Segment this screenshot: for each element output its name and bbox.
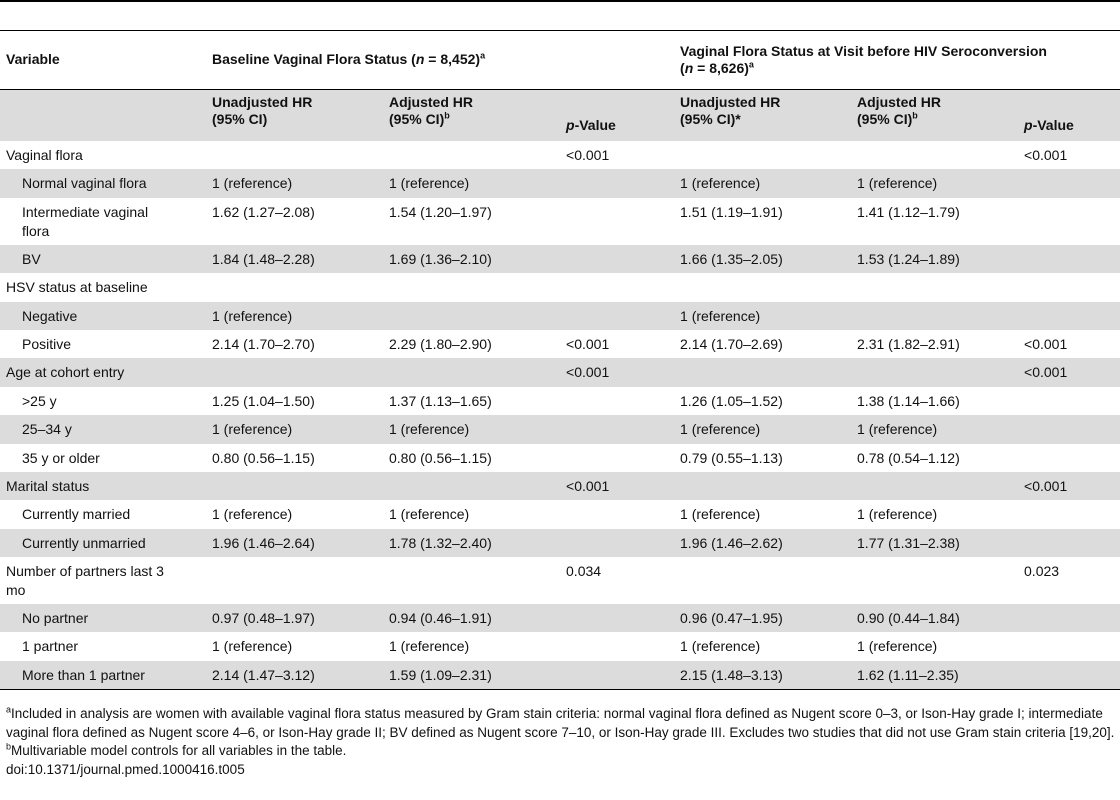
cell-adjusted-seroconversion xyxy=(857,472,1024,500)
row-label: HSV status at baseline xyxy=(6,279,148,296)
row-label: 25–34 y xyxy=(0,415,212,443)
cell-pvalue-seroconversion xyxy=(1024,169,1120,197)
cell-adjusted-baseline: 1 (reference) xyxy=(389,415,566,443)
row-label: Positive xyxy=(22,335,72,352)
col-unadjusted-baseline: Unadjusted HR (95% CI) xyxy=(212,89,389,141)
header-group-seroconversion: Vaginal Flora Status at Visit before HIV Seroconversion (n = 8,626)$^a$ xyxy=(680,42,1047,76)
cell-unadjusted-seroconversion: 1 (reference) xyxy=(680,169,857,197)
table-row xyxy=(0,245,1120,273)
cell-adjusted-seroconversion xyxy=(857,302,1024,330)
row-label: Number of partners last 3 mo xyxy=(6,563,164,599)
footnote-a: $^a$Included in analysis are women with available vaginal flora status measured by Gram stain criteria: normal vaginal flora defined as Nugent score 0–3, or Ison-Hay grade I; intermediate vaginal flora defined as Nugent score 4–6, or Ison-Hay grade II; BV defined as Nugent score 7–10, or Ison-Hay grade III. Excludes two studies that did not use Gram stain criteria [19,20]. xyxy=(6,704,1115,740)
cell-adjusted-baseline xyxy=(389,472,566,500)
cell-pvalue-baseline xyxy=(566,415,680,443)
cell-adjusted-baseline xyxy=(389,273,566,301)
row-label: Marital status xyxy=(0,472,212,500)
cell-unadjusted-seroconversion xyxy=(680,273,857,301)
cell-unadjusted-seroconversion: 1 (reference) xyxy=(680,415,857,443)
row-label: Currently married xyxy=(22,506,131,523)
row-label: More than 1 partner xyxy=(0,661,212,689)
cell-pvalue-baseline xyxy=(566,661,680,689)
cell-adjusted-seroconversion xyxy=(857,557,1024,604)
table-row xyxy=(0,169,1120,197)
cell-pvalue-seroconversion xyxy=(1024,302,1120,330)
header-variable: Variable xyxy=(6,51,60,68)
cell-adjusted-baseline: 1.78 (1.32–2.40) xyxy=(389,529,566,557)
cell-adjusted-seroconversion xyxy=(857,273,1024,301)
cell-adjusted-baseline: 1.37 (1.13–1.65) xyxy=(389,392,492,409)
cell-unadjusted-baseline: 0.80 (0.56–1.15) xyxy=(212,449,315,466)
cell-pvalue-baseline xyxy=(566,169,680,197)
cell-adjusted-seroconversion: 0.78 (0.54–1.12) xyxy=(857,449,960,466)
cell-unadjusted-baseline xyxy=(212,358,389,386)
cell-unadjusted-seroconversion xyxy=(680,472,857,500)
table-row xyxy=(0,557,1120,604)
cell-unadjusted-baseline: 2.14 (1.47–3.12) xyxy=(212,661,389,689)
cell-adjusted-baseline: 1 (reference) xyxy=(389,638,470,655)
cell-adjusted-seroconversion: 1.41 (1.12–1.79) xyxy=(857,203,960,220)
row-label: Vaginal flora xyxy=(6,147,83,163)
cell-pvalue-seroconversion xyxy=(1024,632,1120,660)
row-label: Age at cohort entry xyxy=(0,358,212,386)
cell-adjusted-seroconversion: 1 (reference) xyxy=(857,169,1024,197)
cell-adjusted-seroconversion: 1 (reference) xyxy=(857,506,938,523)
table-row xyxy=(0,604,1120,632)
table-row xyxy=(0,330,1120,358)
cell-unadjusted-baseline: 2.14 (1.70–2.70) xyxy=(212,335,315,352)
cell-pvalue-seroconversion: <0.001 xyxy=(1024,147,1068,163)
cell-pvalue-baseline xyxy=(566,632,680,660)
cell-adjusted-seroconversion: 0.90 (0.44–1.84) xyxy=(857,604,1024,632)
table-row xyxy=(0,358,1120,386)
cell-adjusted-seroconversion xyxy=(857,358,1024,386)
cell-unadjusted-seroconversion xyxy=(680,358,857,386)
cell-pvalue-baseline xyxy=(566,302,680,330)
cell-unadjusted-seroconversion: 2.15 (1.48–3.13) xyxy=(680,661,857,689)
cell-pvalue-baseline xyxy=(566,387,680,415)
hazard-ratio-table xyxy=(0,31,1120,690)
cell-adjusted-seroconversion xyxy=(857,141,1024,169)
col-adjusted-baseline: Adjusted HR (95% CI)$^b$ xyxy=(389,89,566,141)
cell-unadjusted-seroconversion: 1.96 (1.46–2.62) xyxy=(680,529,857,557)
cell-unadjusted-baseline xyxy=(212,472,389,500)
cell-unadjusted-seroconversion: 1.51 (1.19–1.91) xyxy=(680,203,783,220)
cell-adjusted-baseline xyxy=(389,358,566,386)
table-row xyxy=(0,472,1120,500)
col-adjusted-seroconversion: Adjusted HR (95% CI)$^b$ xyxy=(857,89,1024,141)
cell-pvalue-seroconversion xyxy=(1024,273,1120,301)
col-unadjusted-seroconversion: Unadjusted HR (95% CI)* xyxy=(680,89,857,141)
cell-adjusted-baseline: 1 (reference) xyxy=(389,506,470,523)
cell-unadjusted-baseline xyxy=(212,557,389,604)
cell-unadjusted-seroconversion xyxy=(680,557,857,604)
table-row xyxy=(0,387,1120,415)
row-label: Currently unmarried xyxy=(0,529,212,557)
cell-adjusted-seroconversion: 1.77 (1.31–2.38) xyxy=(857,529,1024,557)
table-row xyxy=(0,500,1120,528)
row-label: >25 y xyxy=(22,392,57,409)
table-footnotes xyxy=(6,705,1120,779)
cell-unadjusted-baseline: 1.25 (1.04–1.50) xyxy=(212,392,315,409)
cell-adjusted-baseline: 1.69 (1.36–2.10) xyxy=(389,245,566,273)
top-border xyxy=(0,0,1120,2)
cell-unadjusted-seroconversion: 1 (reference) xyxy=(680,506,761,523)
table-row xyxy=(0,415,1120,443)
cell-adjusted-baseline: 0.94 (0.46–1.91) xyxy=(389,604,566,632)
cell-adjusted-baseline: 2.29 (1.80–2.90) xyxy=(389,335,492,352)
cell-pvalue-baseline: <0.001 xyxy=(566,147,610,163)
cell-adjusted-baseline: 0.80 (0.56–1.15) xyxy=(389,449,492,466)
header-group-baseline: Baseline Vaginal Flora Status (n = 8,452)$^a$ xyxy=(212,50,486,68)
cell-unadjusted-baseline: 1 (reference) xyxy=(212,169,389,197)
cell-pvalue-seroconversion xyxy=(1024,500,1120,528)
cell-adjusted-seroconversion: 1.53 (1.24–1.89) xyxy=(857,245,1024,273)
table-row xyxy=(0,302,1120,330)
header-row-columns xyxy=(0,89,1120,141)
row-label: BV xyxy=(0,245,212,273)
col-pvalue-baseline: p-Value xyxy=(566,89,680,141)
cell-pvalue-seroconversion xyxy=(1024,661,1120,689)
cell-pvalue-baseline xyxy=(566,245,680,273)
cell-unadjusted-baseline: 1.84 (1.48–2.28) xyxy=(212,245,389,273)
cell-pvalue-seroconversion: <0.001 xyxy=(1024,472,1120,500)
cell-adjusted-baseline: 1.59 (1.09–2.31) xyxy=(389,661,566,689)
cell-pvalue-seroconversion xyxy=(1024,604,1120,632)
cell-unadjusted-seroconversion: 1.66 (1.35–2.05) xyxy=(680,245,857,273)
table-row xyxy=(0,273,1120,301)
footnote-b: $^b$Multivariable model controls for all variables in the table. xyxy=(6,741,347,758)
cell-unadjusted-baseline: 1 (reference) xyxy=(212,638,293,655)
cell-unadjusted-baseline: 0.97 (0.48–1.97) xyxy=(212,604,389,632)
doi-line: doi:10.1371/journal.pmed.1000416.t005 xyxy=(6,761,245,777)
cell-pvalue-baseline xyxy=(566,198,680,245)
cell-unadjusted-seroconversion: 1 (reference) xyxy=(680,638,761,655)
row-label: No partner xyxy=(0,604,212,632)
cell-adjusted-baseline: 1 (reference) xyxy=(389,169,566,197)
table-row xyxy=(0,632,1120,660)
cell-unadjusted-baseline: 1 (reference) xyxy=(212,415,389,443)
cell-pvalue-seroconversion xyxy=(1024,444,1120,472)
cell-pvalue-baseline xyxy=(566,604,680,632)
cell-pvalue-seroconversion: <0.001 xyxy=(1024,358,1120,386)
cell-pvalue-baseline xyxy=(566,500,680,528)
cell-pvalue-baseline: <0.001 xyxy=(566,335,610,352)
table-row xyxy=(0,141,1120,169)
cell-unadjusted-baseline xyxy=(212,141,389,169)
cell-pvalue-seroconversion xyxy=(1024,415,1120,443)
cell-unadjusted-seroconversion: 1.26 (1.05–1.52) xyxy=(680,392,783,409)
row-label: Negative xyxy=(0,302,212,330)
cell-adjusted-baseline xyxy=(389,557,566,604)
table-row xyxy=(0,661,1120,689)
row-label: 35 y or older xyxy=(22,449,100,466)
cell-adjusted-seroconversion: 2.31 (1.82–2.91) xyxy=(857,335,960,352)
cell-pvalue-baseline: 0.034 xyxy=(566,563,602,580)
cell-pvalue-baseline: <0.001 xyxy=(566,358,680,386)
cell-pvalue-baseline xyxy=(566,444,680,472)
header-row-groups xyxy=(0,31,1120,89)
cell-pvalue-seroconversion xyxy=(1024,387,1120,415)
cell-unadjusted-seroconversion: 2.14 (1.70–2.69) xyxy=(680,335,783,352)
table-row xyxy=(0,198,1120,245)
cell-adjusted-baseline xyxy=(389,141,566,169)
cell-unadjusted-baseline: 1.96 (1.46–2.64) xyxy=(212,529,389,557)
cell-pvalue-seroconversion: <0.001 xyxy=(1024,335,1068,352)
cell-unadjusted-seroconversion: 0.96 (0.47–1.95) xyxy=(680,604,857,632)
row-label: Normal vaginal flora xyxy=(0,169,212,197)
cell-adjusted-seroconversion: 1 (reference) xyxy=(857,415,1024,443)
row-label: Intermediate vaginal flora xyxy=(22,203,149,239)
cell-pvalue-baseline xyxy=(566,529,680,557)
cell-pvalue-baseline xyxy=(566,273,680,301)
cell-unadjusted-seroconversion: 0.79 (0.55–1.13) xyxy=(680,449,783,466)
cell-adjusted-baseline: 1.54 (1.20–1.97) xyxy=(389,203,492,220)
col-pvalue-seroconversion: p-Value xyxy=(1024,89,1120,141)
cell-unadjusted-baseline xyxy=(212,273,389,301)
cell-unadjusted-baseline: 1.62 (1.27–2.08) xyxy=(212,203,315,220)
cell-unadjusted-baseline: 1 (reference) xyxy=(212,506,293,523)
table-row xyxy=(0,529,1120,557)
table-row xyxy=(0,444,1120,472)
cell-pvalue-seroconversion xyxy=(1024,529,1120,557)
cell-adjusted-seroconversion: 1.62 (1.11–2.35) xyxy=(857,661,1024,689)
cell-adjusted-baseline xyxy=(389,302,566,330)
cell-unadjusted-seroconversion: 1 (reference) xyxy=(680,302,857,330)
cell-adjusted-seroconversion: 1 (reference) xyxy=(857,638,938,655)
cell-adjusted-seroconversion: 1.38 (1.14–1.66) xyxy=(857,392,960,409)
cell-unadjusted-seroconversion xyxy=(680,141,857,169)
row-label: 1 partner xyxy=(22,638,79,655)
cell-unadjusted-baseline: 1 (reference) xyxy=(212,302,389,330)
cell-pvalue-seroconversion xyxy=(1024,198,1120,245)
cell-pvalue-seroconversion: 0.023 xyxy=(1024,563,1060,580)
cell-pvalue-baseline: <0.001 xyxy=(566,472,680,500)
cell-pvalue-seroconversion xyxy=(1024,245,1120,273)
